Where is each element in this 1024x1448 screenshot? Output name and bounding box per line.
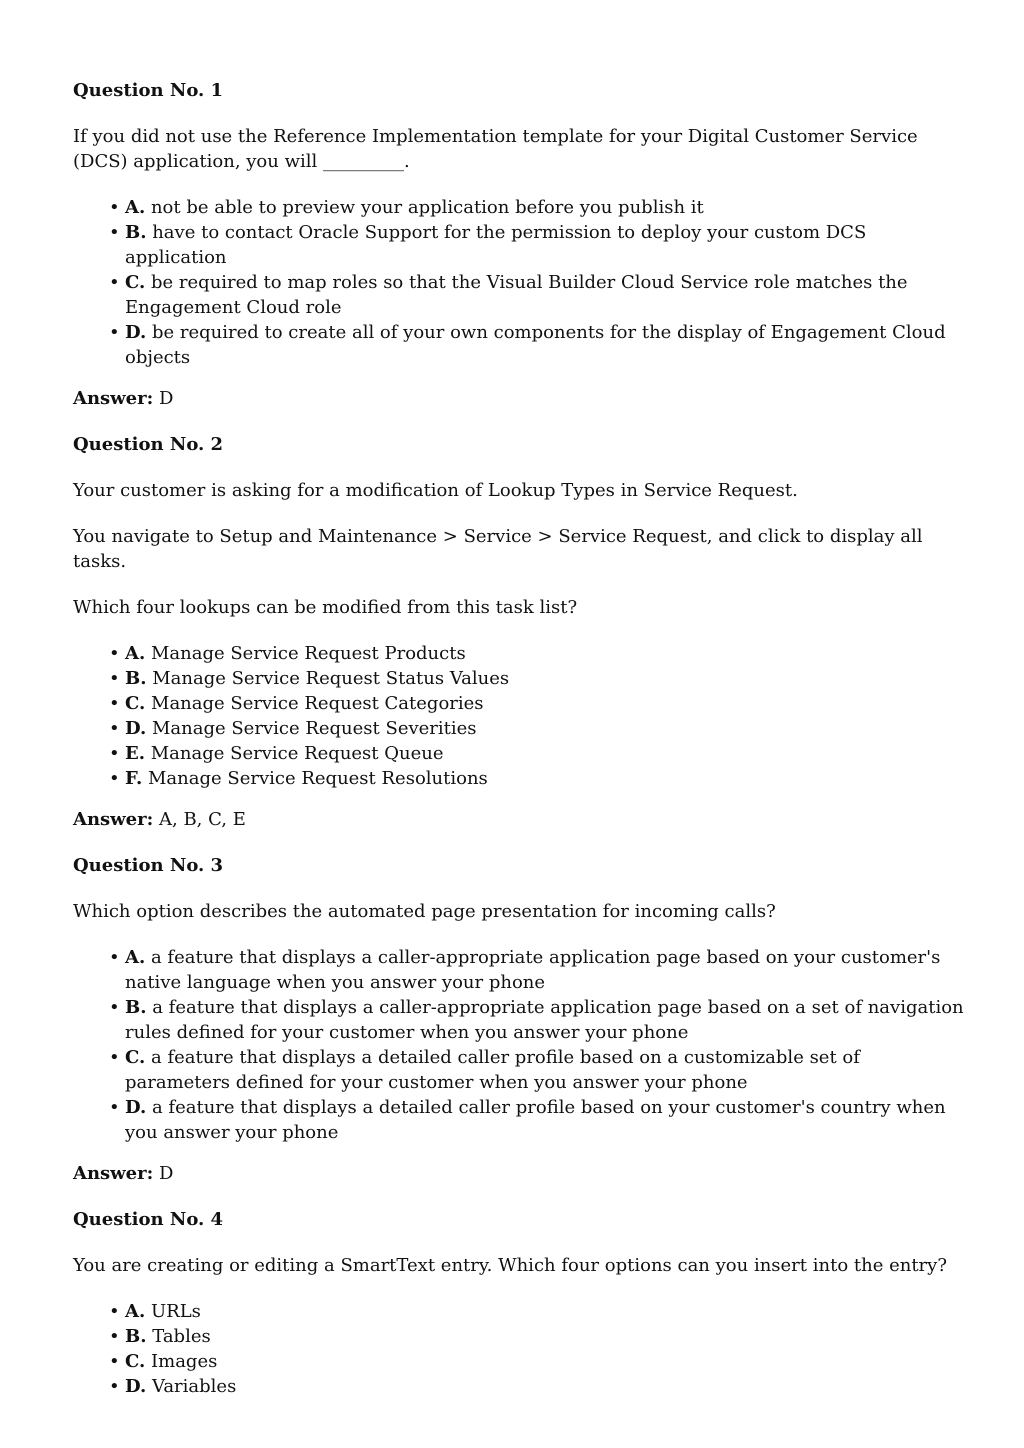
- option-text: a feature that displays a detailed caller profile based on a customizable set of parameters defined for your customer when you answer your phone: [125, 1047, 860, 1093]
- bullet-icon: •: [109, 1301, 120, 1322]
- question-text: You are creating or editing a SmartText entry. Which four options can you insert into the entry?: [73, 1255, 947, 1276]
- option-text: URLs: [150, 1301, 201, 1322]
- option-item: [73, 716, 964, 741]
- bullet-icon: •: [109, 222, 120, 243]
- option-letter: C.: [125, 693, 146, 714]
- option-letter: E.: [125, 743, 145, 764]
- option-item: [73, 320, 964, 370]
- option-list: [73, 641, 964, 791]
- option-text: a feature that displays a caller-appropriate application page based on a set of navigation rules defined for your customer when you answer your phone: [125, 997, 964, 1043]
- option-letter: C.: [125, 272, 146, 293]
- option-text: Images: [151, 1351, 218, 1372]
- option-letter: D.: [125, 718, 147, 739]
- question-4: [73, 1207, 964, 1399]
- option-text: Manage Service Request Severities: [151, 718, 477, 739]
- answer-value: D: [159, 1163, 174, 1184]
- option-text: Manage Service Request Status Values: [152, 668, 510, 689]
- option-letter: B.: [125, 997, 147, 1018]
- answer-label: Answer:: [73, 388, 154, 409]
- option-text: not be able to preview your application before you publish it: [150, 197, 704, 218]
- bullet-icon: •: [109, 643, 120, 664]
- bullet-icon: •: [109, 1376, 120, 1397]
- question-2: [73, 432, 964, 832]
- option-letter: F.: [125, 768, 143, 789]
- answer-value: A, B, C, E: [159, 809, 246, 830]
- option-item: [73, 691, 964, 716]
- question-title: Question No. 2: [73, 434, 224, 455]
- question-1: [73, 78, 964, 411]
- question-title: Question No. 1: [73, 80, 224, 101]
- option-item: [73, 270, 964, 320]
- option-item: [73, 666, 964, 691]
- option-item: [73, 1349, 964, 1374]
- option-letter: A.: [125, 643, 146, 664]
- bullet-icon: •: [109, 272, 120, 293]
- option-text: a feature that displays a detailed caller profile based on your customer's country when you answer your phone: [125, 1097, 946, 1143]
- question-text: If you did not use the Reference Implementation template for your Digital Customer Service (DCS) application, you will _________.: [73, 126, 918, 172]
- option-text: Manage Service Request Products: [150, 643, 466, 664]
- option-letter: B.: [125, 1326, 147, 1347]
- option-item: [73, 1299, 964, 1324]
- option-text: have to contact Oracle Support for the permission to deploy your custom DCS application: [125, 222, 867, 268]
- question-text: Which four lookups can be modified from this task list?: [73, 597, 578, 618]
- bullet-icon: •: [109, 768, 120, 789]
- option-item: [73, 220, 964, 270]
- option-list: [73, 945, 964, 1145]
- option-item: [73, 1324, 964, 1349]
- option-letter: A.: [125, 1301, 146, 1322]
- bullet-icon: •: [109, 947, 120, 968]
- option-letter: D.: [125, 322, 147, 343]
- option-item: [73, 766, 964, 791]
- option-letter: D.: [125, 1376, 147, 1397]
- question-text: You navigate to Setup and Maintenance > Service > Service Request, and click to display all tasks.: [73, 526, 923, 572]
- option-text: Tables: [152, 1326, 211, 1347]
- option-item: [73, 995, 964, 1045]
- option-letter: A.: [125, 947, 146, 968]
- bullet-icon: •: [109, 668, 120, 689]
- bullet-icon: •: [109, 1326, 120, 1347]
- option-text: be required to create all of your own components for the display of Engagement Cloud objects: [125, 322, 946, 368]
- option-text: be required to map roles so that the Visual Builder Cloud Service role matches the Engagement Cloud role: [125, 272, 908, 318]
- answer-label: Answer:: [73, 809, 154, 830]
- option-letter: B.: [125, 222, 147, 243]
- question-text: Your customer is asking for a modification of Lookup Types in Service Request.: [73, 480, 798, 501]
- option-text: Manage Service Request Queue: [150, 743, 444, 764]
- option-item: [73, 195, 964, 220]
- option-text: a feature that displays a caller-appropriate application page based on your customer's native language when you answer your phone: [125, 947, 941, 993]
- answer-label: Answer:: [73, 1163, 154, 1184]
- bullet-icon: •: [109, 718, 120, 739]
- question-title: Question No. 3: [73, 855, 224, 876]
- option-letter: C.: [125, 1351, 146, 1372]
- option-item: [73, 1095, 964, 1145]
- option-letter: B.: [125, 668, 147, 689]
- option-item: [73, 1045, 964, 1095]
- option-item: [73, 741, 964, 766]
- bullet-icon: •: [109, 197, 120, 218]
- option-letter: C.: [125, 1047, 146, 1068]
- question-title: Question No. 4: [73, 1209, 224, 1230]
- option-letter: D.: [125, 1097, 147, 1118]
- answer-value: D: [159, 388, 174, 409]
- bullet-icon: •: [109, 743, 120, 764]
- option-item: [73, 641, 964, 666]
- option-list: [73, 1299, 964, 1399]
- bullet-icon: •: [109, 997, 120, 1018]
- question-3: [73, 853, 964, 1186]
- question-text: Which option describes the automated page presentation for incoming calls?: [73, 901, 776, 922]
- option-item: [73, 945, 964, 995]
- bullet-icon: •: [109, 322, 120, 343]
- option-item: [73, 1374, 964, 1399]
- bullet-icon: •: [109, 1097, 120, 1118]
- answer-line: [73, 1161, 964, 1186]
- answer-line: [73, 807, 964, 832]
- option-text: Manage Service Request Categories: [151, 693, 484, 714]
- option-text: Manage Service Request Resolutions: [147, 768, 488, 789]
- bullet-icon: •: [109, 1351, 120, 1372]
- option-text: Variables: [151, 1376, 237, 1397]
- bullet-icon: •: [109, 693, 120, 714]
- answer-line: [73, 386, 964, 411]
- option-letter: A.: [125, 197, 146, 218]
- bullet-icon: •: [109, 1047, 120, 1068]
- option-list: [73, 195, 964, 370]
